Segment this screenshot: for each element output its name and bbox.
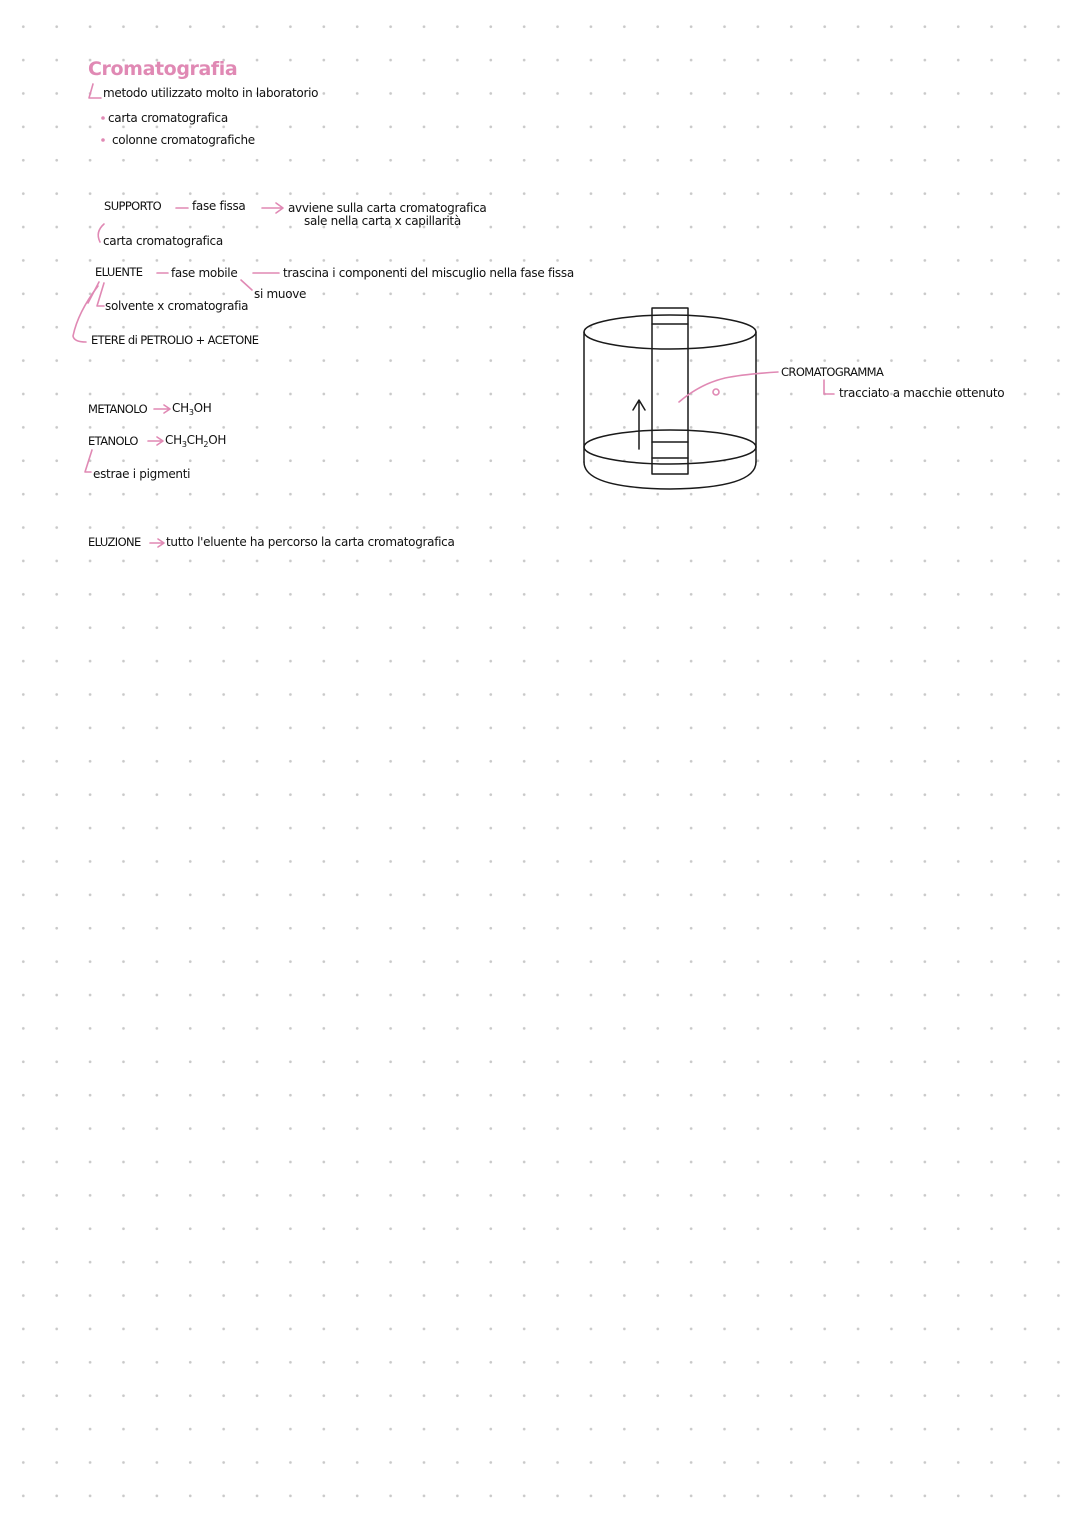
formula-part: OH: [208, 433, 227, 447]
eluente-label: ELUENTE: [95, 265, 143, 279]
intro-bullet-1: carta cromatografica: [108, 111, 228, 125]
eluzione-desc: tutto l'eluente ha percorso la carta cromatografica: [166, 535, 455, 549]
jar-bottom-curve: [584, 462, 756, 489]
supporto-desc-1: avviene sulla carta cromatografica: [288, 201, 487, 215]
strip-markings: [652, 324, 688, 458]
formula-subscript: 2: [203, 440, 209, 449]
supporto-label: SUPPORTO: [104, 199, 162, 213]
bracket-line: [73, 286, 98, 342]
bracket-line: [824, 380, 834, 394]
arrow-right-icon: [262, 203, 283, 213]
formula-subscript: 3: [181, 440, 187, 449]
jar-top-ellipse: [584, 315, 756, 349]
title-hook-line: [89, 84, 101, 98]
intro-bullet-2: colonne cromatografiche: [112, 133, 255, 147]
supporto-desc-2: sale nella carta x capillarità: [304, 214, 461, 228]
solvent-level-ellipse: [584, 430, 756, 464]
pointer-loop: [713, 389, 719, 395]
diagram-desc: tracciato a macchie ottenuto: [839, 386, 1005, 400]
formula-part: OH: [193, 401, 212, 415]
chromatography-strip: [652, 308, 688, 474]
arrow-right-icon: [154, 405, 170, 413]
eluzione-label: ELUZIONE: [88, 535, 141, 549]
intro-line: metodo utilizzato molto in laboratorio: [103, 86, 319, 100]
arrow-up-icon: [633, 400, 645, 449]
supporto-note: carta cromatografica: [103, 234, 223, 248]
eluente-phase: fase mobile: [171, 266, 238, 280]
eluente-desc: trascina i componenti del miscuglio nella fase fissa: [283, 266, 574, 280]
etanolo-note: estrae i pigmenti: [93, 467, 191, 481]
page-title: Cromatografia: [88, 58, 238, 80]
bullet-dot: [101, 138, 105, 142]
metanolo-label: METANOLO: [88, 402, 148, 416]
eluente-example: ETERE di PETROLIO + ACETONE: [91, 333, 259, 347]
formula-part: CH: [165, 433, 182, 447]
formula-part: CH: [186, 433, 204, 447]
supporto-phase: fase fissa: [192, 199, 246, 213]
formula-subscript: 3: [188, 408, 194, 417]
eluente-note: solvente x cromatografia: [105, 299, 249, 313]
pointer-line: [679, 372, 778, 402]
bullet-dot: [101, 116, 105, 120]
connector-line: [241, 280, 252, 290]
arrow-right-icon: [150, 539, 164, 547]
bracket-line: [85, 450, 92, 472]
eluente-moves: si muove: [254, 287, 307, 301]
formula-part: CH: [172, 401, 189, 415]
diagram-label: CROMATOGRAMMA: [781, 365, 884, 379]
arrow-right-icon: [148, 437, 163, 445]
bracket-line: [98, 224, 104, 242]
etanolo-label: ETANOLO: [88, 434, 138, 448]
